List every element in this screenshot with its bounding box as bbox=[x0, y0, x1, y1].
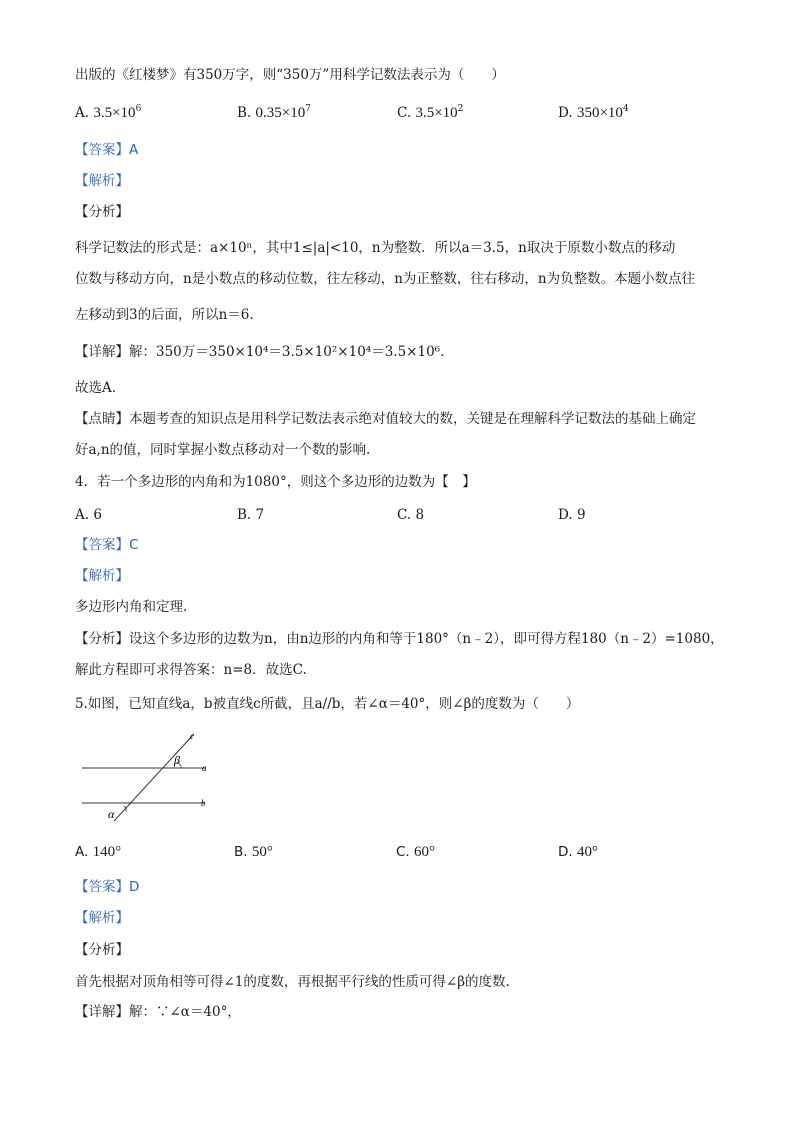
q3-fenxi-line3: 左移动到3的后面，所以n＝6. bbox=[75, 307, 254, 323]
option-coef: 0.35×10 bbox=[255, 105, 306, 121]
option-coef: 350×10 bbox=[576, 105, 623, 121]
q5-option-c bbox=[396, 843, 435, 861]
q3-answer bbox=[75, 141, 138, 159]
q5-fenxi-tag: 【分析】 bbox=[75, 942, 129, 958]
option-coef: 3.5×10 bbox=[415, 105, 458, 121]
option-exp: 4 bbox=[622, 104, 629, 114]
q3-fenxi-tag: 【分析】 bbox=[75, 204, 129, 220]
answer-value: A bbox=[129, 142, 139, 158]
q5-answer bbox=[75, 878, 139, 896]
option-value: 40° bbox=[576, 844, 598, 860]
q3-option-d bbox=[558, 104, 629, 122]
option-label: C. bbox=[396, 844, 410, 860]
option-coef: 3.5×10 bbox=[93, 105, 136, 121]
option-label: B. bbox=[237, 105, 252, 121]
q5-stem: 5.如图，已知直线a，b被直线c所截，且a//b，若∠α＝40°，则∠β的度数为（ ） bbox=[75, 696, 580, 712]
q3-option-a bbox=[75, 104, 141, 122]
q3-detail bbox=[75, 343, 444, 361]
dianjing-tag: 【点睛】 bbox=[75, 411, 129, 427]
q5-jiexi-tag: 【解析】 bbox=[75, 910, 129, 926]
q3-option-b bbox=[237, 104, 311, 122]
q5-option-d bbox=[558, 843, 598, 861]
option-value: 60° bbox=[414, 844, 436, 860]
fenxi-text: 设这个多边形的边数为n，由n边形的内角和等于180°（n﹣2），即可得方程180（n﹣2）=1080， bbox=[129, 631, 724, 647]
answer-tag: 【答案】 bbox=[75, 879, 129, 895]
label-a: a bbox=[202, 763, 207, 773]
dianjing-text: 本题考查的知识点是用科学记数法表示绝对值较大的数，关键是在理解科学记数法的基础上确定 bbox=[129, 411, 696, 427]
option-value: 50° bbox=[251, 844, 273, 860]
label-beta: β bbox=[174, 753, 180, 767]
option-value: 8 bbox=[415, 507, 425, 523]
q3-stem: 出版的《红楼梦》有350万字，则“350万”用科学记数法表示为（ ） bbox=[75, 67, 505, 83]
option-exp: 2 bbox=[457, 104, 464, 114]
option-label: B. bbox=[234, 844, 248, 860]
q3-choose: 故选A. bbox=[75, 380, 117, 396]
detail-tag: 【详解】 bbox=[75, 344, 129, 360]
option-exp: 7 bbox=[305, 104, 311, 114]
q4-option-d bbox=[558, 506, 586, 524]
q4-fenxi-line1 bbox=[75, 630, 724, 648]
answer-tag: 【答案】 bbox=[75, 537, 129, 553]
answer-value: C bbox=[129, 537, 139, 553]
option-value: 140° bbox=[92, 844, 122, 860]
q4-jiexi-text: 多边形内角和定理. bbox=[75, 599, 188, 615]
q4-answer bbox=[75, 536, 138, 554]
option-label: C. bbox=[397, 507, 412, 523]
q3-dianjing-line2: 好a,n的值，同时掌握小数点移动对一个数的影响. bbox=[75, 442, 371, 458]
option-label: B. bbox=[237, 507, 252, 523]
q5-option-b bbox=[234, 843, 273, 861]
q4-option-b bbox=[237, 506, 264, 524]
q4-option-a bbox=[75, 506, 102, 524]
label-c: c bbox=[190, 731, 194, 741]
parallel-lines-figure bbox=[78, 728, 218, 823]
detail-text: 解：∵∠α＝40°， bbox=[129, 1004, 241, 1020]
label-alpha: α bbox=[108, 807, 115, 821]
line-c bbox=[114, 734, 194, 821]
detail-tag: 【详解】 bbox=[75, 1004, 129, 1020]
option-label: C. bbox=[397, 105, 412, 121]
option-label: A. bbox=[75, 507, 90, 523]
q3-fenxi-line2: 位数与移动方向，n是小数点的移动位数，往左移动，n为正整数，往右移动，n为负整数。本题小数点往 bbox=[75, 271, 696, 287]
option-value: 6 bbox=[93, 507, 102, 523]
q4-fenxi-line2: 解此方程即可求得答案：n=8．故选C. bbox=[75, 662, 307, 678]
q4-option-c bbox=[397, 506, 424, 524]
option-label: A. bbox=[75, 105, 90, 121]
answer-value: D bbox=[129, 879, 140, 895]
answer-tag: 【答案】 bbox=[75, 142, 129, 158]
q3-dianjing-line1 bbox=[75, 410, 696, 428]
label-b: b bbox=[201, 798, 206, 808]
q5-fenxi-text: 首先根据对顶角相等可得∠1的度数，再根据平行线的性质可得∠β的度数. bbox=[75, 974, 510, 990]
q4-stem: 4．若一个多边形的内角和为1080°，则这个多边形的边数为【 】 bbox=[75, 474, 476, 490]
option-value: 7 bbox=[255, 507, 265, 523]
option-value: 9 bbox=[576, 507, 586, 523]
option-label: D. bbox=[558, 844, 573, 860]
option-label: D. bbox=[558, 507, 573, 523]
q5-detail bbox=[75, 1003, 241, 1021]
q4-jiexi-tag: 【解析】 bbox=[75, 568, 129, 584]
option-label: D. bbox=[558, 105, 573, 121]
q5-option-a bbox=[75, 843, 121, 861]
option-label: A. bbox=[75, 844, 89, 860]
detail-text: 解：350万＝350×10⁴＝3.5×10²×10⁴＝3.5×10⁶. bbox=[129, 344, 445, 360]
option-exp: 6 bbox=[135, 104, 142, 114]
q3-option-c bbox=[397, 104, 463, 122]
fenxi-tag: 【分析】 bbox=[75, 631, 129, 647]
q3-jiexi-tag: 【解析】 bbox=[75, 173, 129, 189]
q3-fenxi-line1: 科学记数法的形式是：a×10ⁿ，其中1≤|a|<10，n为整数．所以a＝3.5，n取决于原数小数点的移动 bbox=[75, 240, 676, 256]
